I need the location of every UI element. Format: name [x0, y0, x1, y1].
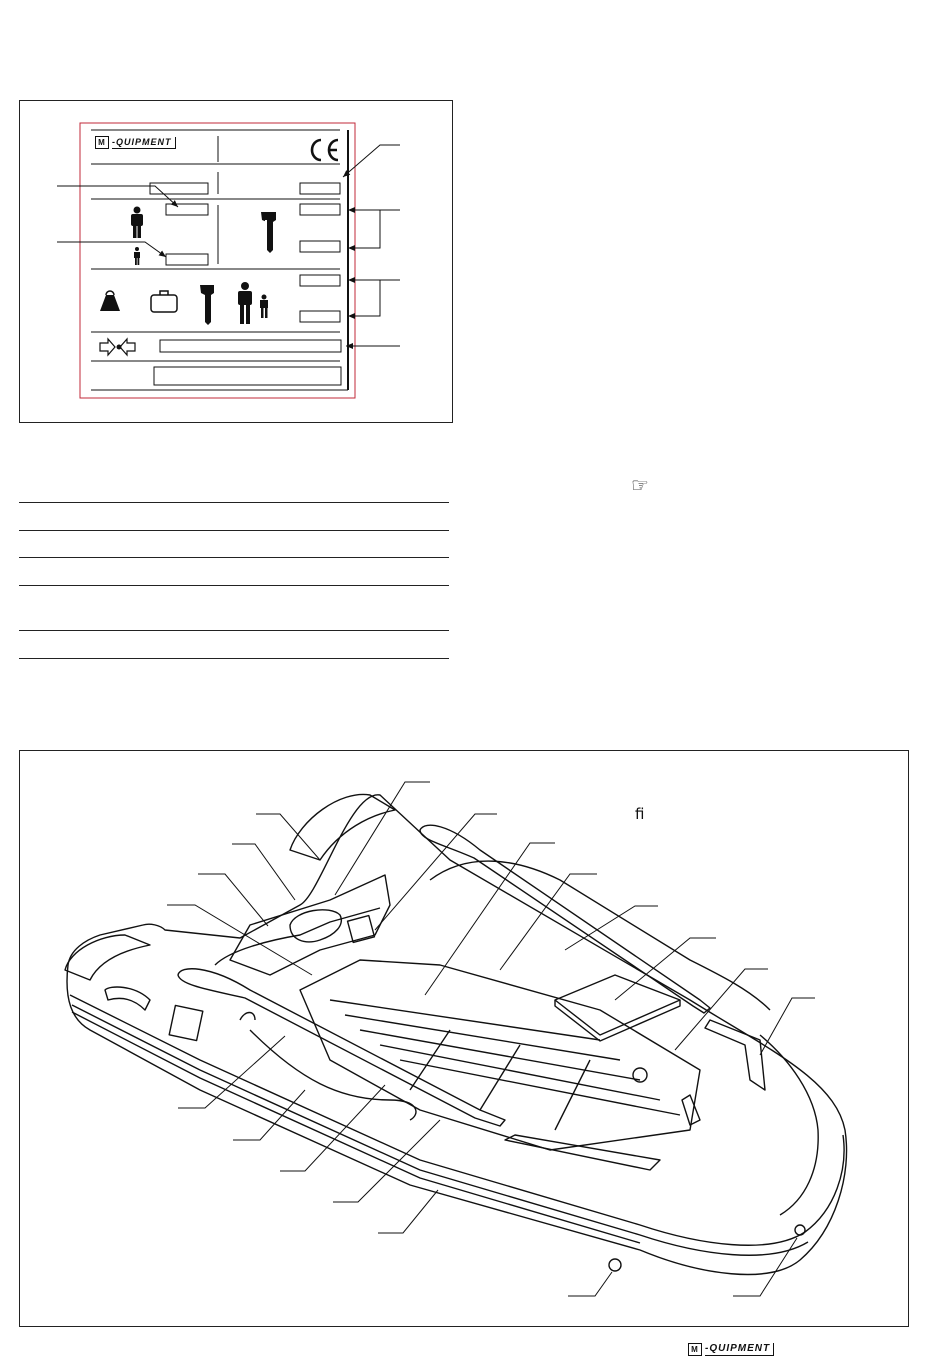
- boat-figure: [19, 750, 909, 1327]
- arrow-left-icon: [120, 339, 135, 355]
- outboard-engine-icon: [261, 212, 276, 253]
- footer-brand-logo: [688, 1343, 774, 1356]
- brand-logo-box: M: [95, 136, 109, 149]
- brand-logo-box: M: [688, 1343, 702, 1356]
- plate-callouts-right: [343, 145, 400, 346]
- table-rule: [19, 630, 449, 631]
- luggage-icon: [151, 291, 177, 312]
- ce-mark-icon: [312, 140, 338, 160]
- pointing-hand-icon: ☞: [631, 475, 649, 497]
- table-rule: [19, 557, 449, 558]
- table-rule: [19, 585, 449, 586]
- child-person-icon: [134, 247, 140, 265]
- table-rule: [19, 530, 449, 531]
- plate-callouts-left: [57, 186, 178, 257]
- table-rule: [19, 658, 449, 659]
- arrow-right-icon: [100, 339, 115, 355]
- brand-logo-name: -QUIPMENT: [112, 137, 176, 149]
- adult-person-icon: [131, 207, 143, 239]
- table-rule: [19, 502, 449, 503]
- brand-logo-name: -QUIPMENT: [705, 1343, 774, 1356]
- reference-text: ﬁ: [635, 805, 645, 823]
- weight-icon: [100, 291, 120, 311]
